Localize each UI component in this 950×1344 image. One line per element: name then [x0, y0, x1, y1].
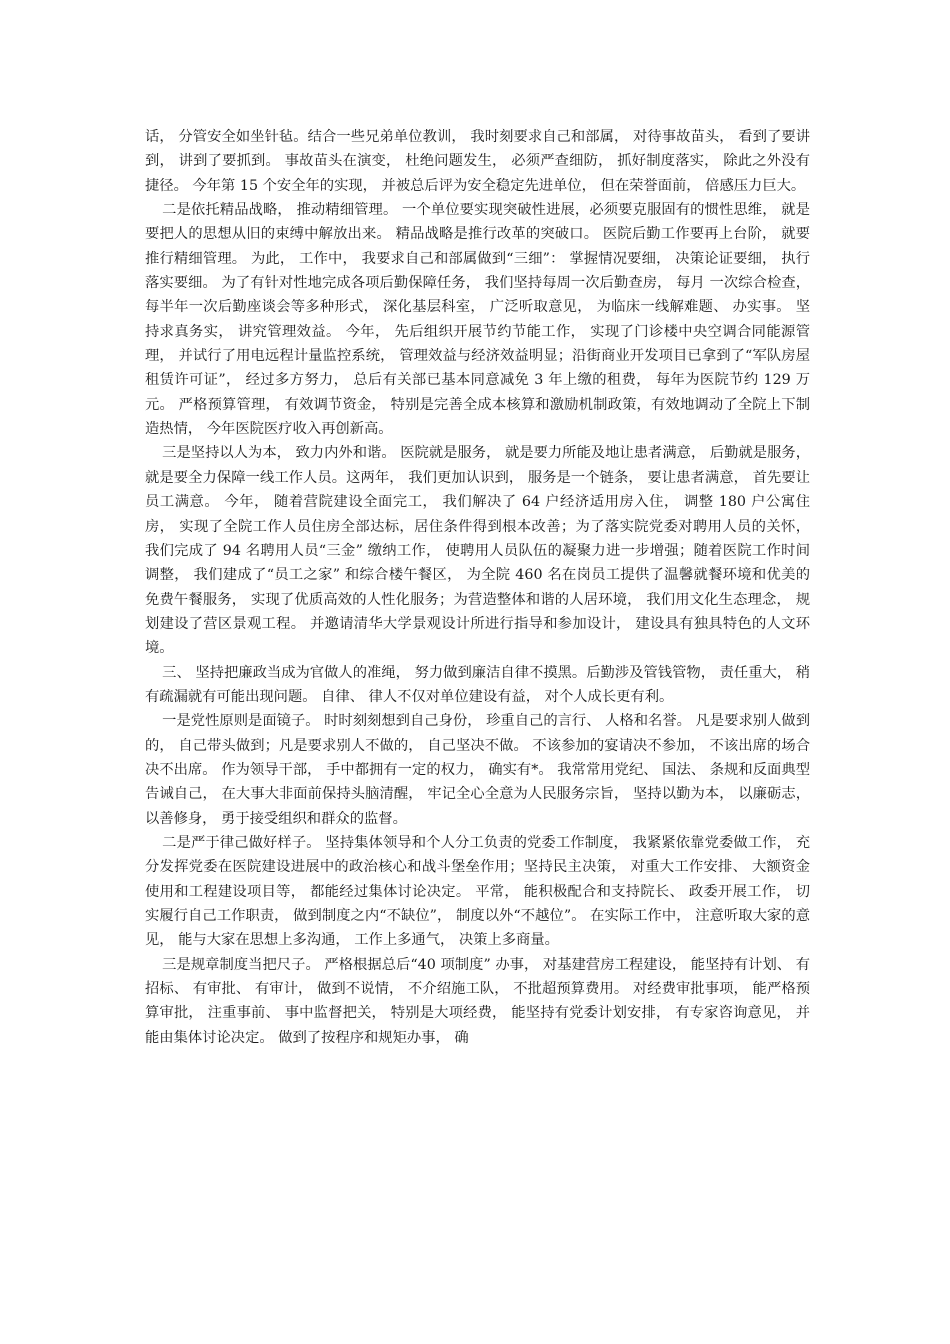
paragraph-party-principle: 一是党性原则是面镜子。 时时刻刻想到自己身份， 珍重自己的言行、 人格和名誉。 凡是要求别人做到的， 自己带头做到；凡是要求别人不做的， 自己坚决不做。 不该参加的宴请决不参加， 不该出席的场合决不出席。 作为领导干部， 手中都拥有一定的权力， 确实有*。 我常常用党纪、 国法、 条规和反面典型告诫自己， 在大事大非面前保持头脑清醒， 牢记全心全意为人民服务宗旨， 坚持以勤为本， 以廉砺志， 以善修身， 勇于接受组织和群众的监督。: [145, 713, 810, 827]
paragraph-section-three-heading: 三、 坚持把廉政当成为官做人的准绳， 努力做到廉洁自律不摸黑。后勤涉及管钱管物， 责任重大， 稍有疏漏就有可能出现问题。 自律、 律人不仅对单位建设有益， 对个人成长更有利。: [145, 664, 810, 705]
document-body: [145, 125, 810, 1050]
paragraph-self-discipline: 二是严于律己做好样子。 坚持集体领导和个人分工负责的党委工作制度， 我紧紧依靠党委做工作， 充分发挥党委在医院建设进展中的政治核心和战斗堡垒作用；坚持民主决策， 对重大工作安排、 大额资金使用和工程建设项目等， 都能经过集体讨论决定。 平常， 能积极配合和支持院长、 政委开展工作， 切实履行自己工作职责， 做到制度之内“不缺位”， 制度以外“不越位”。 在实际工作中， 注意听取大家的意见， 能与大家在思想上多沟通， 工作上多通气， 决策上多商量。: [145, 834, 810, 949]
paragraph-refined-management: 二是依托精品战略， 推动精细管理。 一个单位要实现突破性进展，必须要克服固有的惯性思维， 就是要把人的思想从旧的束缚中解放出来。 精品战略是推行改革的突破口。 医院后勤工作要再上台阶， 就要推行精细管理。 为此， 工作中， 我要求自己和部属做到“三细”： 掌握情况要细， 决策论证要细， 执行落实要细。 为了有针对性地完成各项后勤保障任务， 我们坚持每周一次后勤查房， 每月 一次综合检查， 每半年一次后勤座谈会等多种形式， 深化基层科室， 广泛听取意见， 为临床一线解难题、 办实事。 坚持求真务实， 讲究管理效益。 今年， 先后组织开展节约节能工作， 实现了门诊楼中央空调合同能源管理， 并试行了用电远程计量监控系统， 管理效益与经济效益明显；沿街商业开发项目已拿到了“军队房屋租赁许可证”， 经过多方努力， 总后有关部已基本同意减免 3 年上缴的租费， 每年为医院节约 129 万元。 严格预算管理， 有效调节资金， 特别是完善全成本核算和激励机制政策，有效地调动了全院上下制造热情， 今年医院医疗收入再创新高。: [145, 202, 810, 438]
paragraph-people-oriented: 三是坚持以人为本， 致力内外和谐。 医院就是服务， 就是要力所能及地让患者满意， 后勤就是服务， 就是要全力保障一线工作人员。这两年， 我们更加认识到， 服务是一个链条， 要让患者满意， 首先要让员工满意。 今年， 随着营院建设全面完工， 我们解决了 64 户经济适用房入住， 调整 180 户公寓住房， 实现了全院工作人员住房全部达标，居住条件得到根本改善；为了落实院党委对聘用人员的关怀， 我们完成了 94 名聘用人员“三金” 缴纳工作， 使聘用人员队伍的凝聚力进一步增强；随着医院工作时间调整， 我们建成了“员工之家” 和综合楼午餐区， 为全院 460 名在岗员工提供了温馨就餐环境和优美的免费午餐服务， 实现了优质高效的人性化服务；为营造整体和谐的人居环境， 我们用文化生态理念， 规划建设了营区景观工程。 并邀请清华大学景观设计所进行指导和参加设计， 建设具有独具特色的人文环境。: [145, 445, 810, 657]
paragraph-safety-continued: 话， 分管安全如坐针毡。结合一些兄弟单位教训， 我时刻要求自己和部属， 对待事故苗头， 看到了要讲到， 讲到了要抓到。 事故苗头在演变， 杜绝问题发生， 必须严查细防， 抓好制度落实， 除此之外没有捷径。 今年第 15 个安全年的实现， 并被总后评为安全稳定先进单位， 但在荣誉面前， 倍感压力巨大。: [145, 129, 810, 194]
paragraph-rules-and-regulations: 三是规章制度当把尺子。 严格根据总后“40 项制度” 办事， 对基建营房工程建设， 能坚持有计划、 有招标、 有审批、 有审计， 做到不说情， 不介绍施工队， 不批超预算费用。 对经费审批事项， 能严格预算审批， 注重事前、 事中监督把关， 特别是大项经费， 能坚持有党委计划安排， 有专家咨询意见， 并能由集体讨论决定。 做到了按程序和规矩办事， 确: [145, 956, 810, 1046]
